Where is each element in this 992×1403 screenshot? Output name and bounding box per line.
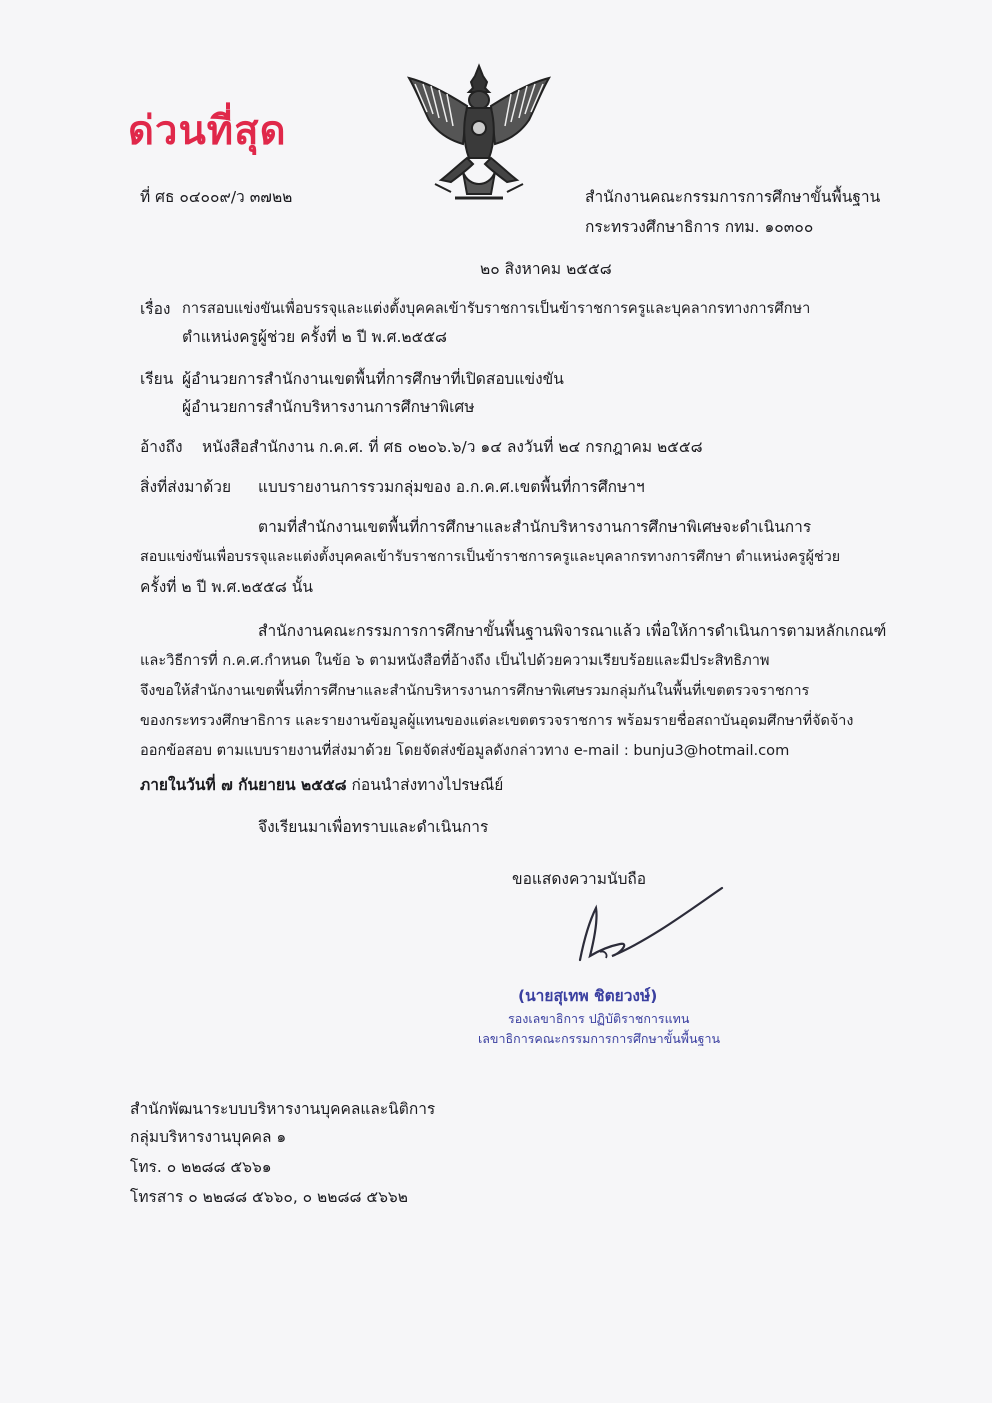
paragraph-2-line-4: ของกระทรวงศึกษาธิการ และรายงานข้อมูลผู้แทนของแต่ละเขตตรวจราชการ พร้อมรายชื่อสถาบันอุดมศึกษาที่จัดจ้าง: [140, 713, 854, 729]
subject-line-1: การสอบแข่งขันเพื่อบรรจุและแต่งตั้งบุคคลเข้ารับราชการเป็นข้าราชการครูและบุคลากรทางการศึกษา: [182, 300, 811, 317]
regards: ขอแสดงความนับถือ: [512, 870, 647, 888]
reference-text: หนังสือสำนักงาน ก.ค.ศ. ที่ ศธ ๐๒๐๖.๖/ว ๑๔ ลงวันที่ ๒๔ กรกฎาคม ๒๕๕๘: [202, 438, 703, 456]
closing-line: จึงเรียนมาเพื่อทราบและดำเนินการ: [258, 818, 489, 836]
reference-label: อ้างถึง: [140, 438, 183, 456]
signatory-name: (นายสุเทพ ชิตยวงษ์): [518, 987, 658, 1005]
footer-group: กลุ่มบริหารงานบุคคล ๑: [130, 1128, 287, 1146]
signatory-title-1: รองเลขาธิการ ปฏิบัติราชการแทน: [508, 1011, 690, 1026]
signature-icon: [560, 880, 740, 980]
footer-unit: สำนักพัฒนาระบบบริหารงานบุคคลและนิติการ: [130, 1100, 436, 1118]
enclosure-label: สิ่งที่ส่งมาด้วย: [140, 478, 232, 496]
paragraph-1-line-1: ตามที่สำนักงานเขตพื้นที่การศึกษาและสำนักบริหารงานการศึกษาพิเศษจะดำเนินการ: [258, 518, 812, 536]
paragraph-2-line-1: สำนักงานคณะกรรมการการศึกษาขั้นพื้นฐานพิจารณาแล้ว เพื่อให้การดำเนินการตามหลักเกณฑ์: [258, 622, 887, 640]
subject-line-2: ตำแหน่งครูผู้ช่วย ครั้งที่ ๒ ปี พ.ศ.๒๕๕๘: [182, 328, 448, 346]
paragraph-2-line-3: จึงขอให้สำนักงานเขตพื้นที่การศึกษาและสำนักบริหารงานการศึกษาพิเศษรวมกลุ่มกันในพื้นที่เขตตรวจราชการ: [140, 683, 810, 699]
footer-fax: โทรสาร ๐ ๒๒๘๘ ๕๖๖๐, ๐ ๒๒๘๘ ๕๖๖๒: [130, 1188, 408, 1206]
signatory-title-2: เลขาธิการคณะกรรมการการศึกษาขั้นพื้นฐาน: [478, 1031, 721, 1046]
sender-office: สำนักงานคณะกรรมการการศึกษาขั้นพื้นฐาน: [585, 188, 881, 206]
paragraph-1-line-2: สอบแข่งขันเพื่อบรรจุและแต่งตั้งบุคคลเข้ารับราชการเป็นข้าราชการครูและบุคลากรทางการศึกษา ตำแหน่งครูผู้ช่วย: [140, 549, 841, 565]
footer-tel: โทร. ๐ ๒๒๘๘ ๕๖๖๑: [130, 1158, 272, 1176]
paragraph-2-line-5: ออกข้อสอบ ตามแบบรายงานที่ส่งมาด้วย โดยจัดส่งข้อมูลดังกล่าวทาง e-mail : bunju3@hotmail.com: [140, 742, 790, 759]
letter-date: ๒๐ สิงหาคม ๒๕๕๘: [480, 260, 612, 278]
deadline-date: ภายในวันที่ ๗ กันยายน ๒๕๕๘: [140, 776, 347, 794]
sender-address: กระทรวงศึกษาธิการ กทม. ๑๐๓๐๐: [585, 218, 814, 236]
recipient-line-2: ผู้อำนวยการสำนักบริหารงานการศึกษาพิเศษ: [182, 398, 475, 416]
recipient-line-1: ผู้อำนวยการสำนักงานเขตพื้นที่การศึกษาที่เปิดสอบแข่งขัน: [182, 370, 564, 388]
document-number: ที่ ศธ ๐๔๐๐๙/ว ๓๗๒๒: [140, 188, 293, 206]
garuda-emblem-icon: [405, 62, 553, 210]
recipient-label: เรียน: [140, 370, 174, 388]
subject-label: เรื่อง: [140, 300, 171, 318]
paragraph-2-line-2: และวิธีการที่ ก.ค.ศ.กำหนด ในข้อ ๖ ตามหนังสือที่อ้างถึง เป็นไปด้วยความเรียบร้อยและมีประสิทธิภาพ: [140, 652, 770, 669]
enclosure-text: แบบรายงานการรวมกลุ่มของ อ.ก.ค.ศ.เขตพื้นที่การศึกษาฯ: [258, 478, 645, 496]
paragraph-1-line-3: ครั้งที่ ๒ ปี พ.ศ.๒๕๕๘ นั้น: [140, 578, 313, 596]
deadline-note: ก่อนนำส่งทางไปรษณีย์: [346, 776, 504, 794]
urgency-stamp: ด่วนที่สุด: [128, 108, 287, 154]
deadline-line: [140, 774, 503, 796]
